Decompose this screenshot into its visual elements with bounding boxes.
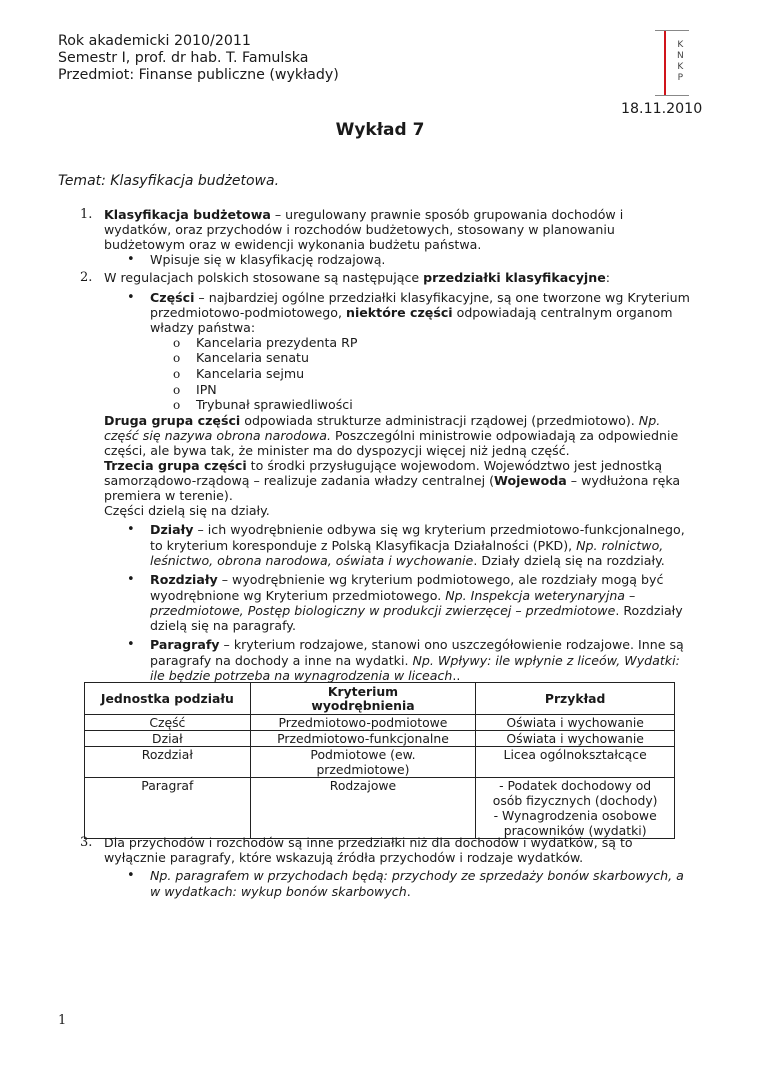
trzecia-line-3: premiera w terenie). — [104, 488, 233, 503]
table-cell: Licea ogólnokształcące — [476, 747, 675, 778]
trzecia-line-1: Trzecia grupa części to środki przysługujące wojewodom. Województwo jest jednostką — [104, 458, 663, 473]
topic: Temat: Klasyfikacja budżetowa. — [58, 173, 280, 189]
bullet-icon: • — [127, 572, 135, 587]
section-3-line-2: wyłącznie paragrafy, które wskazują źródła przychodów i rodzaje wydatków. — [104, 850, 584, 865]
bullet-icon: • — [127, 290, 135, 305]
druga-line-2: część się nazywa obrona narodowa. Poszczególni ministrowie odpowiadają za odpowiednie — [104, 428, 679, 443]
section-1-line-2: wydatków, oraz przychodów i rozchodów budżetowych, stosowany w planowaniu — [104, 222, 615, 237]
circle-bullet-icon: o — [173, 336, 181, 350]
czesci-line-3: władzy państwa: — [150, 320, 256, 335]
section-1-line-1: Klasyfikacja budżetowa – uregulowany prawnie sposób grupowania dochodów i — [104, 207, 624, 222]
section-1-bullet: Wpisuje się w klasyfikację rodzajową. — [150, 252, 386, 267]
table-cell: Rodzajowe — [250, 778, 476, 839]
section-3-line-1: Dla przychodów i rozchodów są inne przedziałki niż dla dochodów i wydatków, są to — [104, 835, 633, 850]
list-number: 1. — [80, 207, 93, 222]
document-header — [58, 33, 339, 84]
table-header: Kryterium wyodrębnienia — [250, 683, 476, 715]
sub-list-item: Kancelaria prezydenta RP — [196, 335, 358, 350]
trzecia-line-2: samorządowo-rządową – realizuje zadania władzy centralnej (Wojewoda – wydłużona ręka — [104, 473, 681, 488]
bullet-icon: • — [127, 868, 135, 883]
sub-list-item: Trybunał sprawiedliwości — [196, 397, 353, 412]
page-title: Wykład 7 — [335, 120, 425, 140]
table-cell: Paragraf — [85, 778, 251, 839]
table-cell: Przedmiotowo-funkcjonalne — [250, 731, 476, 747]
knkp-logo-icon — [655, 30, 689, 96]
academic-year: Rok akademicki 2010/2011 — [58, 33, 251, 49]
section-2-intro: W regulacjach polskich stosowane są następujące przedziałki klasyfikacyjne: — [104, 270, 610, 285]
rozdzialy-line-2: wyodrębnione wg Kryterium przedmiotowego. Np. Inspekcja weterynaryjna – — [150, 588, 636, 603]
paragrafy-line-2: paragrafy na dochody a inne na wydatki. Np. Wpływy: ile wpłynie z liceów, Wydatki: — [150, 653, 680, 668]
circle-bullet-icon: o — [173, 367, 181, 381]
sub-list-item: Kancelaria sejmu — [196, 366, 305, 381]
bullet-icon: • — [127, 637, 135, 652]
druga-line-3: części, ale bywa tak, że minister ma do dyspozycji więcej niż jedną część. — [104, 443, 570, 458]
dzialy-line-2: to kryterium koresponduje z Polską Klasyfikacja Działalności (PKD), Np. rolnictwo, — [150, 538, 664, 553]
table-header: Jednostka podziału — [85, 683, 251, 715]
bullet-icon: • — [127, 522, 135, 537]
table-row — [85, 731, 675, 747]
logo-red-bar — [664, 31, 666, 95]
table-cell: - Podatek dochodowy od osób fizycznych (dochody) - Wynagrodzenia osobowe pracowników (wydatki) — [476, 778, 675, 839]
circle-bullet-icon: o — [173, 398, 181, 412]
rozdzialy-line-3: przedmiotowe, Postęp biologiczny w produkcji zwierzęcej – przedmiotowe. Rozdziały — [150, 603, 683, 618]
druga-line-1: Druga grupa części odpowiada strukturze administracji rządowej (przedmiotowo). Np. — [104, 413, 661, 428]
lecture-date: 18.11.2010 — [621, 101, 703, 117]
table-cell: Dział — [85, 731, 251, 747]
table-cell: Przedmiotowo-podmiotowe — [250, 715, 476, 731]
semester-lecturer: Semestr I, prof. dr hab. T. Famulska — [58, 50, 309, 66]
table-cell: Część — [85, 715, 251, 731]
table-header: Przykład — [476, 683, 675, 715]
table-cell: Rozdział — [85, 747, 251, 778]
section-3-bullet-line-1: Np. paragrafem w przychodach będą: przychody ze sprzedaży bonów skarbowych, a — [150, 868, 684, 883]
rozdzialy-line-4: dzielą się na paragrafy. — [150, 618, 296, 633]
table-header-row — [85, 683, 675, 715]
classification-table — [84, 682, 675, 839]
table-row — [85, 715, 675, 731]
bullet-icon: • — [127, 252, 135, 267]
circle-bullet-icon: o — [173, 351, 181, 365]
rozdzialy-line-1: Rozdziały – wyodrębnienie wg kryterium podmiotowego, ale rozdziały mogą być — [150, 572, 664, 587]
subject: Przedmiot: Finanse publiczne (wykłady) — [58, 67, 339, 83]
table-cell: Podmiotowe (ew. przedmiotowe) — [250, 747, 476, 778]
circle-bullet-icon: o — [173, 383, 181, 397]
table-row — [85, 778, 675, 839]
sub-list-item: Kancelaria senatu — [196, 350, 309, 365]
dzialy-line-3: leśnictwo, obrona narodowa, oświata i wychowanie. Działy dzielą się na rozdziały. — [150, 553, 665, 568]
list-number: 3. — [80, 835, 93, 850]
list-number: 2. — [80, 270, 93, 285]
logo-letters: K N K P — [677, 40, 684, 83]
section-3-bullet-line-2: w wydatkach: wykup bonów skarbowych. — [150, 884, 411, 899]
table-row — [85, 747, 675, 778]
dzialy-line-1: Działy – ich wyodrębnienie odbywa się wg kryterium przedmiotowo-funkcjonalnego, — [150, 522, 685, 537]
paragrafy-line-3: ile będzie potrzeba na wynagrodzenia w liceach.. — [150, 668, 461, 683]
czesci-line-1: Części – najbardziej ogólne przedziałki klasyfikacyjne, są one tworzone wg Kryterium — [150, 290, 690, 305]
czesci-dziela: Części dzielą się na działy. — [104, 503, 270, 518]
section-1-line-3: budżetowym oraz w ewidencji wykonania budżetu państwa. — [104, 237, 482, 252]
paragrafy-line-1: Paragrafy – kryterium rodzajowe, stanowi ono uszczegółowienie rodzajowe. Inne są — [150, 637, 684, 652]
sub-list-item: IPN — [196, 382, 217, 397]
table-cell: Oświata i wychowanie — [476, 715, 675, 731]
term: Klasyfikacja budżetowa — [104, 207, 271, 222]
table-cell: Oświata i wychowanie — [476, 731, 675, 747]
czesci-line-2: przedmiotowo-podmiotowego, niektóre części odpowiadają centralnym organom — [150, 305, 673, 320]
page-number: 1 — [58, 1013, 67, 1028]
